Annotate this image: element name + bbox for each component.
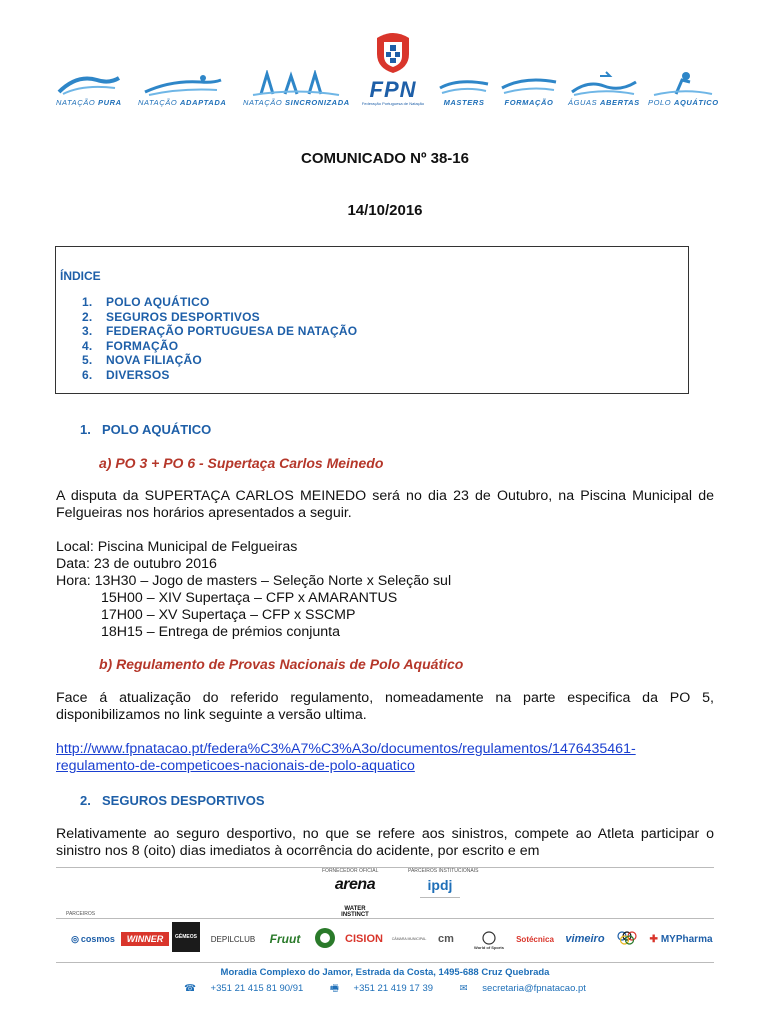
document-date: 14/10/2016 bbox=[347, 202, 423, 219]
fpn-logo-subtitle: Federação Portuguesa de Natação bbox=[361, 101, 425, 106]
sponsor-cision[interactable]: CISION bbox=[345, 933, 383, 945]
ipdj-logo[interactable]: ipdj bbox=[420, 877, 460, 908]
footer-divider bbox=[56, 867, 714, 868]
sponsor-gemeos[interactable]: GÉMEOS bbox=[172, 922, 200, 952]
sponsor-winner[interactable]: WINNER bbox=[121, 932, 169, 946]
email-contact[interactable]: ✉ secretaria@fpnatacao.pt bbox=[459, 983, 586, 994]
water-polo-icon bbox=[650, 70, 716, 96]
discipline-natacao-sincronizada[interactable]: NATAÇÃO SINCRONIZADA bbox=[243, 70, 350, 107]
world-of-sports-icon bbox=[482, 931, 496, 945]
sponsor-camara[interactable]: CÂMARA MUNICIPAL bbox=[391, 937, 427, 941]
discipline-formacao[interactable]: FORMAÇÃO bbox=[500, 70, 558, 107]
paragraph-seguros: Relativamente ao seguro desportivo, no que se refere aos sinistros, compete ao Atleta participar o sinistro nos 8 (oito) dias imediatos à ocorrência do acidente, por escrito e em bbox=[56, 826, 714, 859]
subsection-heading-regulamento: b) Regulamento de Provas Nacionais de Polo Aquático bbox=[99, 656, 464, 672]
footer-address: Moradia Complexo do Jamor, Estrada da Costa, 1495-688 Cruz Quebrada bbox=[220, 967, 550, 978]
discipline-natacao-adaptada[interactable]: NATAÇÃO ADAPTADA bbox=[138, 70, 226, 107]
event-local: Local: Piscina Municipal de Felgueiras bbox=[56, 539, 298, 555]
masters-swimmer-icon bbox=[438, 70, 490, 96]
sponsor-depilclub[interactable]: DEPILCLUB bbox=[210, 934, 256, 944]
discipline-masters[interactable]: MASTERS bbox=[438, 70, 490, 107]
sponsor-vimeiro[interactable]: vimeiro bbox=[565, 933, 605, 945]
fpn-logo[interactable] bbox=[358, 30, 428, 106]
index-list bbox=[82, 295, 357, 382]
index-item[interactable]: 2. SEGUROS DESPORTIVOS bbox=[82, 309, 260, 324]
regulamento-link[interactable]: http://www.fpnatacao.pt/federa%C3%A7%C3%A3o/documentos/regulamentos/1476435461- bbox=[56, 741, 636, 757]
olympic-rings-icon bbox=[614, 926, 640, 952]
discipline-polo-aquatico[interactable]: POLO AQUÁTICO bbox=[648, 70, 719, 107]
regulamento-link-continued[interactable]: regulamento-de-competicoes-nacionais-de-polo-aquatico bbox=[56, 758, 415, 774]
partners-label: PARCEIROS bbox=[66, 911, 96, 917]
email-icon: ✉ bbox=[459, 983, 468, 994]
index-item[interactable]: 1. POLO AQUÁTICO bbox=[82, 295, 210, 309]
sponsor-cm[interactable]: cm bbox=[438, 933, 454, 945]
fax-contact[interactable]: 🖷 +351 21 419 17 39 bbox=[329, 983, 434, 994]
index-item[interactable]: 5. NOVA FILIAÇÃO bbox=[82, 353, 202, 367]
event-date: Data: 23 de outubro 2016 bbox=[56, 556, 217, 572]
sponsor-seal[interactable] bbox=[312, 925, 338, 951]
formation-swimmer-icon bbox=[500, 70, 558, 96]
supplier-label: FORNECEDOR OFICIAL bbox=[322, 868, 379, 874]
open-water-icon bbox=[570, 70, 638, 96]
sponsor-fruut[interactable]: Fruut bbox=[269, 932, 301, 946]
paragraph-supertaca: A disputa da SUPERTAÇA CARLOS MEINEDO será no dia 23 de Outubro, na Piscina Municipal de Felgueiras nos horários apresentados a seguir. bbox=[56, 488, 714, 521]
sponsor-sotecnica[interactable]: Sotécnica bbox=[516, 934, 554, 944]
synchro-swimmers-icon bbox=[251, 70, 341, 96]
index-item[interactable]: 6. DIVERSOS bbox=[82, 367, 170, 382]
phone-contact[interactable]: ☎ +351 21 415 81 90/91 bbox=[184, 983, 304, 994]
discipline-aguas-abertas[interactable]: ÁGUAS ABERTAS bbox=[568, 70, 640, 107]
footer-contact bbox=[0, 981, 770, 997]
document-title: COMUNICADO Nº 38-16 bbox=[300, 150, 469, 167]
discipline-natacao-pura[interactable]: NATAÇÃO PURA bbox=[56, 70, 122, 107]
index-item[interactable]: 3. FEDERAÇÃO PORTUGUESA DE NATAÇÃO bbox=[82, 324, 358, 338]
event-hour-2: 15H00 – XIV Supertaça – CFP x AMARANTUS bbox=[101, 590, 398, 606]
section-heading-polo-aquatico: 1. POLO AQUÁTICO bbox=[80, 422, 212, 437]
swimmer-wave-icon bbox=[57, 70, 121, 96]
subsection-heading-supertaca: a) PO 3 + PO 6 - Supertaça Carlos Meinedo bbox=[99, 455, 384, 471]
sponsor-cosmos[interactable]: ◎ cosmos bbox=[71, 933, 115, 944]
sponsor-cop[interactable] bbox=[612, 924, 642, 954]
index-item[interactable]: 4. FORMAÇÃO bbox=[82, 338, 179, 353]
section-heading-seguros: 2. SEGUROS DESPORTIVOS bbox=[80, 793, 265, 808]
event-hour-3: 17H00 – XV Supertaça – CFP x SSCMP bbox=[101, 607, 356, 623]
institutional-label: PARCEIROS INSTITUCIONAIS bbox=[408, 868, 479, 874]
partners-divider bbox=[56, 918, 714, 919]
event-hour-1: Hora: 13H30 – Jogo de masters – Seleção Norte x Seleção sul bbox=[56, 573, 452, 589]
paragraph-regulamento: Face á atualização do referido regulamento, nomeadamente na parte especifica da PO 5, disponibilizamos no link seguinte a versão ultima. bbox=[56, 690, 714, 723]
swimmer-adapted-icon bbox=[141, 70, 223, 96]
index-box bbox=[55, 246, 689, 394]
index-heading: ÍNDICE bbox=[60, 269, 101, 283]
event-hour-4: 18H15 – Entrega de prémios conjunta bbox=[101, 624, 340, 640]
fpn-logo-text: FPN bbox=[369, 77, 417, 102]
arena-logo[interactable]: arena WATER INSTINCT bbox=[334, 876, 376, 918]
phone-icon: ☎ bbox=[184, 983, 196, 994]
fax-icon: 🖷 bbox=[329, 983, 339, 994]
sponsor-mypharma[interactable]: ✚ MYPharma bbox=[649, 933, 713, 945]
portugal-crest-icon bbox=[373, 30, 413, 74]
sponsor-seal-icon bbox=[314, 927, 336, 949]
sponsor-world-of-sports[interactable]: World of Sports bbox=[470, 924, 508, 956]
address-divider bbox=[56, 962, 714, 963]
